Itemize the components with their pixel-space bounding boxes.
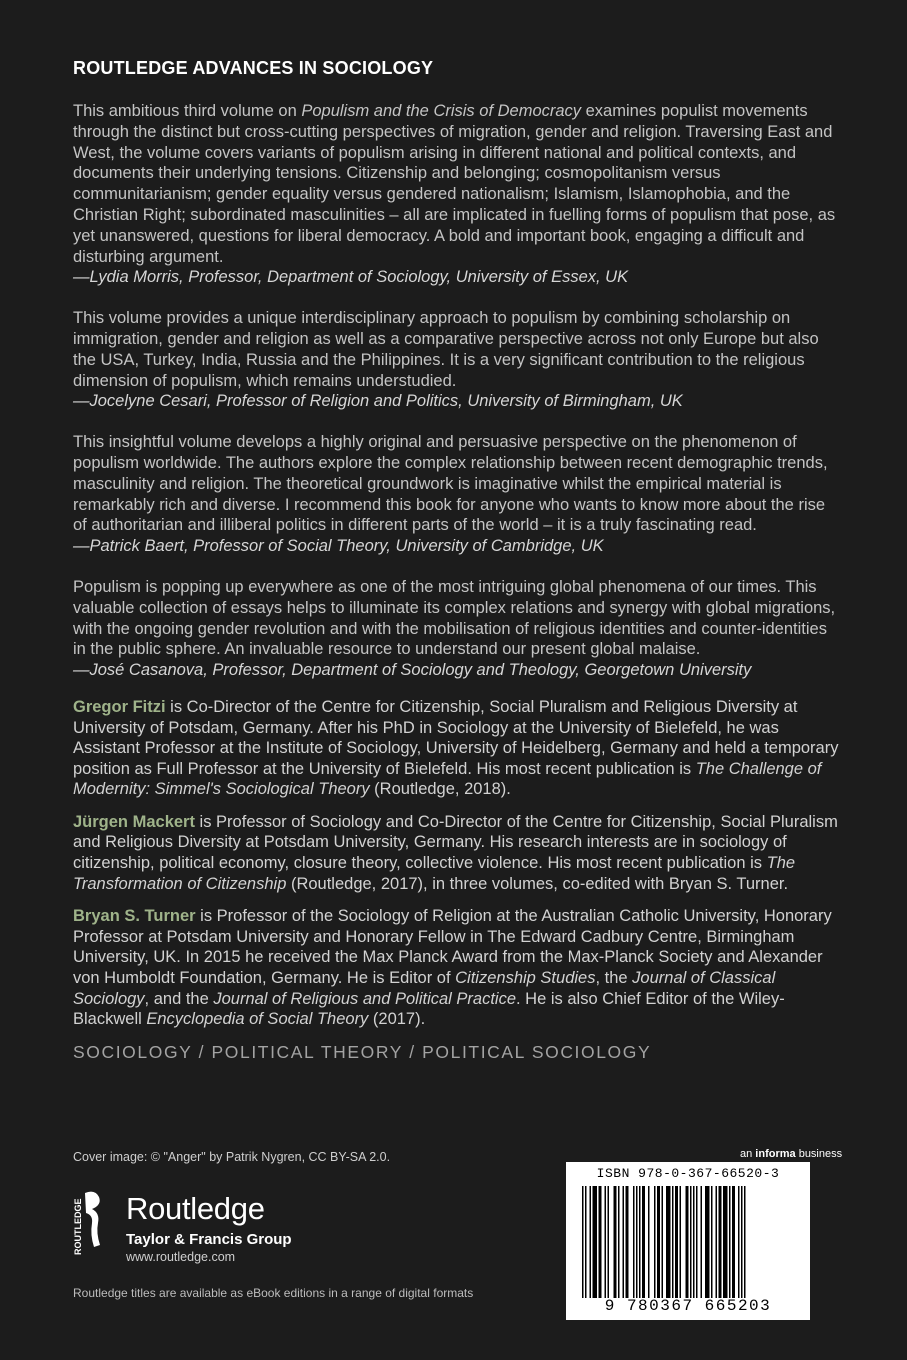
barcode-bar bbox=[744, 1186, 746, 1298]
bio-text: , and the bbox=[144, 989, 214, 1008]
barcode-bar bbox=[657, 1186, 660, 1298]
author-name: Bryan S. Turner bbox=[73, 907, 196, 926]
blurb-attribution: —Jocelyne Cesari, Professor of Religion and Politics, University of Birmingham, UK bbox=[73, 392, 683, 411]
bio-text: (2017). bbox=[368, 1010, 426, 1029]
publisher-name: Routledge bbox=[126, 1191, 265, 1226]
barcode-bar bbox=[608, 1186, 610, 1298]
blurb-attribution: —Patrick Baert, Professor of Social Theory, University of Cambridge, UK bbox=[73, 537, 604, 556]
barcode-bar bbox=[711, 1186, 713, 1298]
barcode-bar bbox=[672, 1186, 674, 1298]
barcode-digits: 9 780367 665203 bbox=[604, 1297, 772, 1315]
barcode-bar bbox=[585, 1186, 587, 1298]
barcode-bar bbox=[680, 1186, 682, 1298]
barcode-bar bbox=[705, 1186, 710, 1298]
bio-text: is Co-Director of the Centre for Citizenship, Social Pluralism and Religious Diversity at University of Potsdam, Germany. After his PhD in Sociology at the University of Bielefeld, he was Assistant Professor at the Institute of Sociology, University of Heidelberg, Germany and held a temporary position as Full Professor at the University of Bielefeld. His most recent publication is bbox=[73, 697, 839, 778]
barcode-bar bbox=[642, 1186, 645, 1298]
blurb-text: Populism is popping up everywhere as one of the most intriguing global phenomena of our times. This valuable collection of essays helps to illuminate its complex relations and synergy with global migrations, with the ongoing gender revolution and with the mobilisation of religious identities and counter-identities in the public sphere. An invaluable resource to understand our present global malaise. bbox=[73, 577, 836, 659]
barcode-bar bbox=[648, 1186, 650, 1298]
barcode-bar bbox=[654, 1186, 656, 1298]
vertical-wordmark-text: ROUTLEDGE bbox=[73, 1198, 83, 1255]
barcode-bar bbox=[723, 1186, 728, 1298]
barcode-bar bbox=[686, 1186, 689, 1298]
barcode-bar bbox=[729, 1186, 731, 1298]
publisher-logo bbox=[68, 1187, 328, 1267]
publication-title: Journal of Classical Sociology bbox=[73, 969, 776, 1008]
barcode-bar bbox=[626, 1186, 629, 1298]
barcode-bar bbox=[618, 1186, 620, 1298]
isbn-label: ISBN 978-0-367-66520-3 bbox=[596, 1166, 780, 1181]
barcode-bar bbox=[639, 1186, 641, 1298]
barcode-bar bbox=[690, 1186, 692, 1298]
blurb-attribution: —José Casanova, Professor, Department of Sociology and Theology, Georgetown University bbox=[73, 661, 752, 680]
barcode-bar bbox=[675, 1186, 678, 1298]
blurb-attribution: —Lydia Morris, Professor, Department of Sociology, University of Essex, UK bbox=[73, 268, 629, 287]
informa-suffix: business bbox=[795, 1148, 843, 1160]
barcode-bar bbox=[666, 1186, 671, 1298]
blurb-text: examines populist movements through the distinct but cross-cutting perspectives of migration, gender and religion. Traversing East and West, the volume covers variants of populism arising in different national and political contexts, and documents their underlying tensions. Citizenship and belonging; cosmopolitanism versus communitarianism; gender equality versus gendered nationalism; Islamism, Islamophobia, and the Christian Right; subordinated masculinities – all are implicated in fuelling forms of populism that pose, as yet unanswered, questions for liberal democracy. A bold and important book, engaging a difficult and disturbing argument. bbox=[73, 102, 836, 266]
cover-image-credit: Cover image: © "Anger" by Patrik Nygren, CC BY-SA 2.0. bbox=[73, 1150, 391, 1164]
author-name: Gregor Fitzi bbox=[73, 697, 166, 716]
back-cover-content bbox=[73, 58, 843, 1063]
blurb-text: This volume provides a unique interdisciplinary approach to populism by combining scholarship on immigration, gender and religion as well as a comparative perspective across not only Europe but also the USA, Turkey, India, Russia and the Philippines. It is a very significant contribution to the religious dimension of populism, which remains understudied. bbox=[73, 309, 819, 390]
author-bio-fitzi bbox=[73, 697, 843, 800]
barcode-bar bbox=[738, 1186, 740, 1298]
blurb-text: This ambitious third volume on bbox=[73, 102, 302, 120]
barcode-bar bbox=[741, 1186, 743, 1298]
publisher-url[interactable]: www.routledge.com bbox=[126, 1250, 236, 1264]
author-name: Jürgen Mackert bbox=[73, 812, 195, 831]
bio-text: (Routledge, 2018). bbox=[369, 780, 511, 799]
bio-text: . He is also Chief Editor of the Wiley-Blackwell bbox=[73, 989, 785, 1029]
publication-title: The Challenge of Modernity: Simmel's Sociological Theory bbox=[73, 759, 822, 799]
publication-title: Citizenship Studies bbox=[455, 969, 596, 988]
publication-title: Journal of Religious and Political Practice bbox=[213, 989, 517, 1008]
barcode-bar bbox=[732, 1186, 735, 1298]
barcode-bar bbox=[605, 1186, 607, 1298]
barcode-bar bbox=[582, 1186, 584, 1298]
bio-text: is Professor of Sociology and Co-Director of the Centre for Citizenship, Social Pluralism and Religious Diversity at Potsdam University, Germany. His research interests are in sociology of citizenship, political economy, closure theory, collective violence. His most recent publication is bbox=[73, 812, 838, 873]
blurb-3 bbox=[73, 432, 843, 557]
barcode-bars bbox=[582, 1186, 802, 1298]
series-title: ROUTLEDGE ADVANCES IN SOCIOLOGY bbox=[73, 58, 434, 78]
barcode-bar bbox=[701, 1186, 703, 1298]
barcode-bar bbox=[719, 1186, 722, 1298]
bio-text: , the bbox=[595, 969, 633, 988]
publisher-group: Taylor & Francis Group bbox=[126, 1231, 292, 1248]
isbn-barcode bbox=[566, 1162, 810, 1320]
author-bio-mackert bbox=[73, 812, 843, 894]
routledge-vertical-wordmark bbox=[68, 1195, 86, 1255]
blurb-4 bbox=[73, 577, 843, 681]
barcode-bar bbox=[590, 1186, 592, 1298]
blurb-1 bbox=[73, 101, 843, 288]
barcode-bar bbox=[716, 1186, 718, 1298]
blurb-text: This insightful volume develops a highly original and persuasive perspective on the phenomenon of populism worldwide. The authors explore the complex relationship between recent demographic trends, masculinity and religion. The theoretical groundwork is imaginative whilst the empirical material is remarkably rich and diverse. I recommend this book for anyone who wants to know more about the rise of authoritarian and illiberal politics in different parts of the world – it is a truly fascinating read. bbox=[73, 433, 828, 535]
barcode-bar bbox=[593, 1186, 598, 1298]
informa-prefix: an bbox=[740, 1148, 756, 1160]
barcode-bar bbox=[633, 1186, 635, 1298]
author-bio-turner bbox=[73, 906, 843, 1030]
blurb-2 bbox=[73, 308, 843, 412]
barcode-bar bbox=[693, 1186, 695, 1298]
publication-title: Encyclopedia of Social Theory bbox=[146, 1010, 369, 1029]
barcode-bar bbox=[614, 1186, 617, 1298]
barcode-bar bbox=[599, 1186, 602, 1298]
barcode-bar bbox=[696, 1186, 698, 1298]
ebook-note: Routledge titles are available as eBook editions in a range of digital formats bbox=[73, 1286, 474, 1300]
informa-tagline bbox=[740, 1148, 842, 1160]
book-title: Populism and the Crisis of Democracy bbox=[301, 102, 582, 120]
bio-text: (Routledge, 2017), in three volumes, co-edited with Bryan S. Turner. bbox=[286, 874, 789, 893]
publication-title: The Transformation of Citizenship bbox=[73, 854, 796, 893]
bio-text: is Professor of the Sociology of Religion at the Australian Catholic University, Honorary Professor at Potsdam University and Honorary Fellow in The Edward Cadbury Centre, Birmingham University, UK. In 2015 he received the Max Planck Award from the Max-Planck Society and Alexander von Humboldt Foundation, Germany. He is Editor of bbox=[73, 907, 832, 988]
barcode-bar bbox=[623, 1186, 625, 1298]
barcode-bar bbox=[662, 1186, 664, 1298]
subject-categories: SOCIOLOGY / POLITICAL THEORY / POLITICAL SOCIOLOGY bbox=[73, 1041, 652, 1062]
barcode-bar bbox=[636, 1186, 638, 1298]
informa-brand: informa bbox=[755, 1148, 796, 1160]
